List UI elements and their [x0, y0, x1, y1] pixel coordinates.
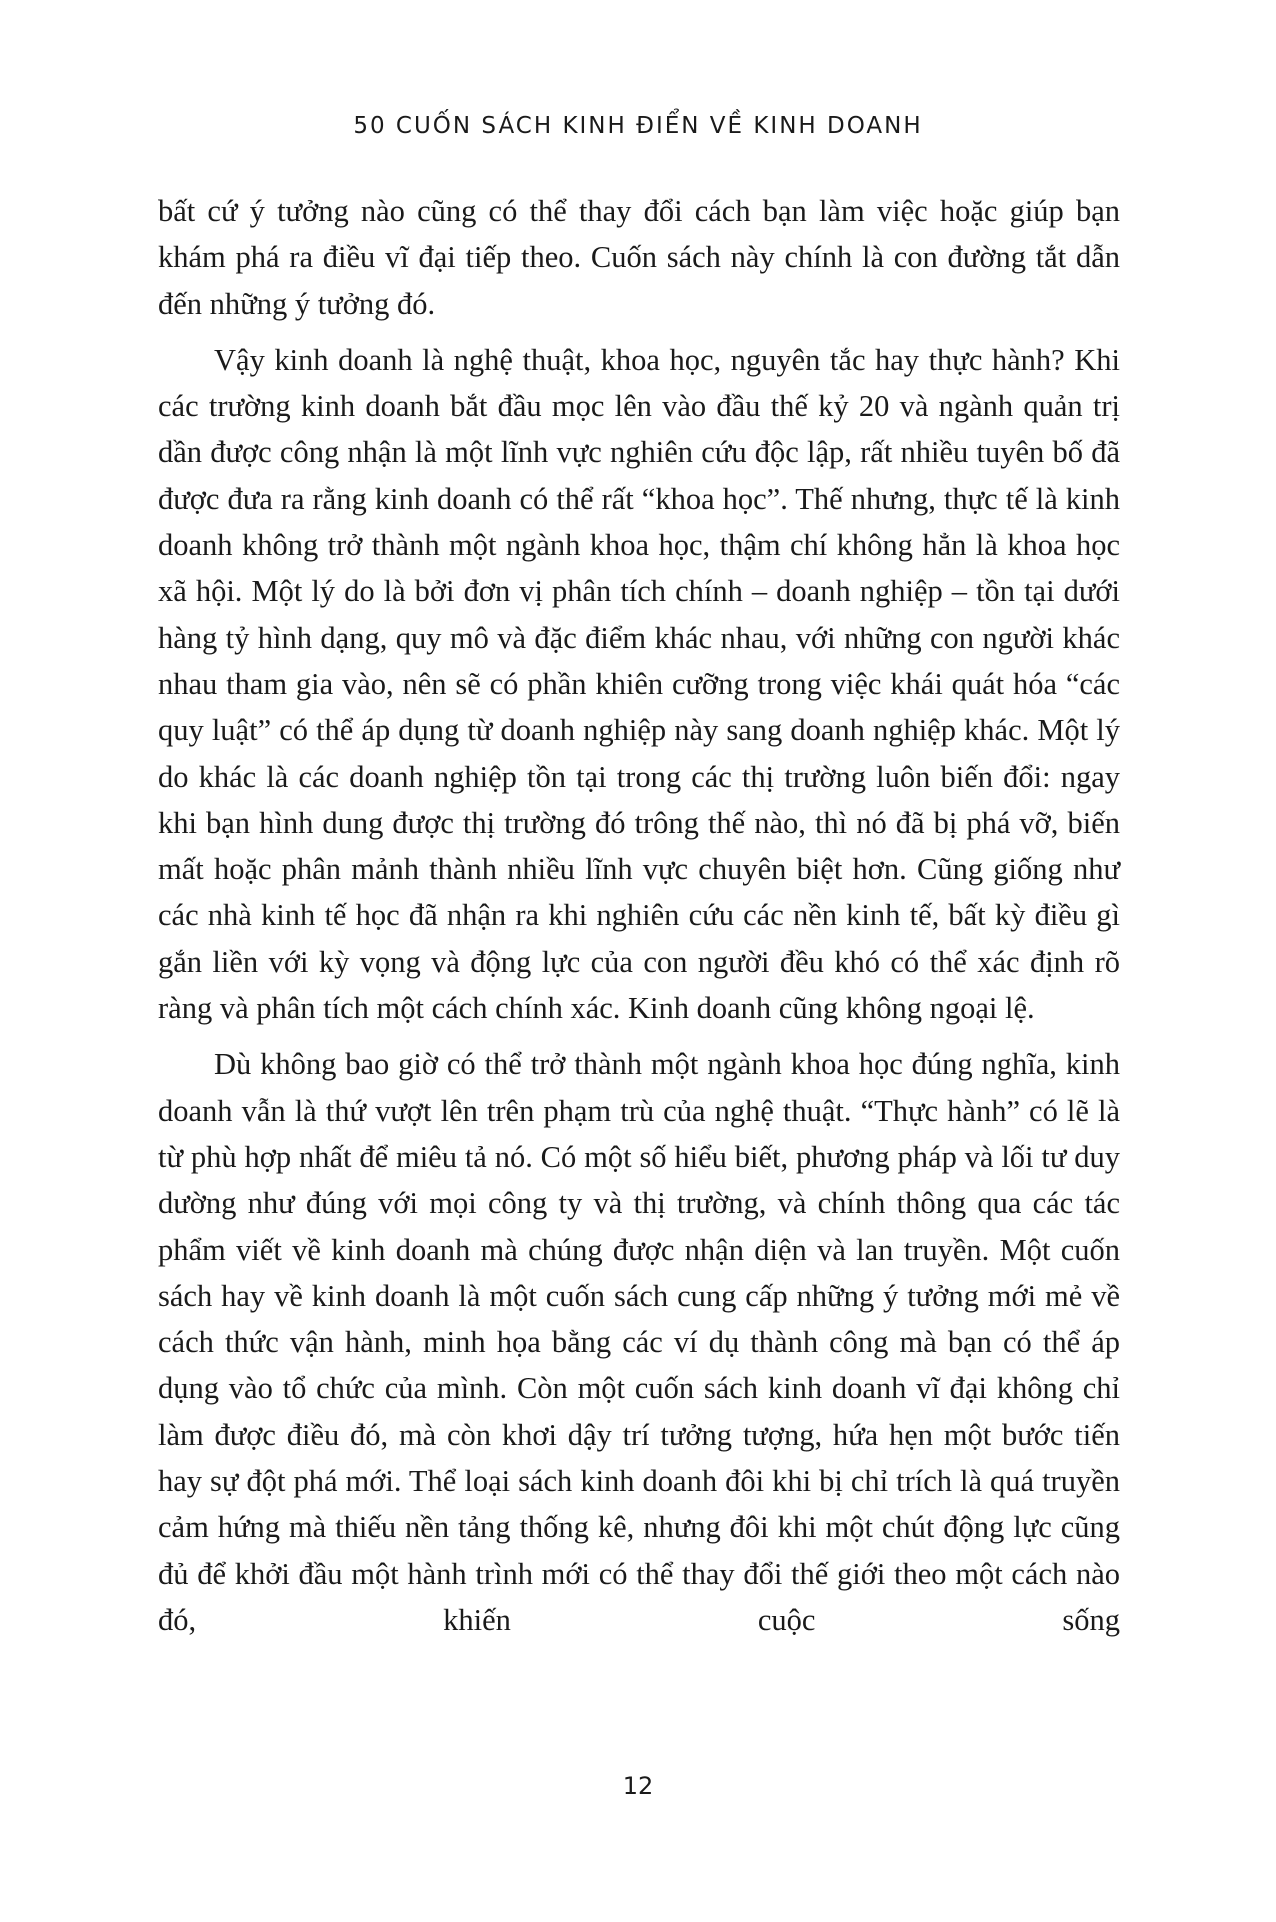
paragraph-3: Dù không bao giờ có thể trở thành một ngành khoa học đúng nghĩa, kinh doanh vẫn là thứ vượt lên trên phạm trù của nghệ thuật. “Thực hành” có lẽ là từ phù hợp nhất để miêu tả nó. Có một số hiểu biết, phương pháp và lối tư duy dường như đúng với mọi công ty và thị trường, và chính thông qua các tác phẩm viết về kinh doanh mà chúng được nhận diện và lan truyền. Một cuốn sách hay về kinh doanh là một cuốn sách cung cấp những ý tưởng mới mẻ về cách thức vận hành, minh họa bằng các ví dụ thành công mà bạn có thể áp dụng vào tổ chức của mình. Còn một cuốn sách kinh doanh vĩ đại không chỉ làm được điều đó, mà còn khơi dậy trí tưởng tượng, hứa hẹn một bước tiến hay sự đột phá mới. Thể loại sách kinh doanh đôi khi bị chỉ trích là quá truyền cảm hứng mà thiếu nền tảng thống kê, nhưng đôi khi một chút động lực cũng đủ để khởi đầu một hành trình mới có thể thay đổi thế giới theo một cách nào đó, khiến cuộc sống — [158, 1047, 1120, 1637]
page-number: 12 — [622, 1772, 654, 1800]
body-text — [158, 188, 1120, 1653]
paragraph-1: bất cứ ý tưởng nào cũng có thể thay đổi cách bạn làm việc hoặc giúp bạn khám phá ra điều vĩ đại tiếp theo. Cuốn sách này chính là con đường tắt dẫn đến những ý tưởng đó. — [158, 194, 1120, 321]
paragraph-2: Vậy kinh doanh là nghệ thuật, khoa học, nguyên tắc hay thực hành? Khi các trường kinh doanh bắt đầu mọc lên vào đầu thế kỷ 20 và ngành quản trị dần được công nhận là một lĩnh vực nghiên cứu độc lập, rất nhiều tuyên bố đã được đưa ra rằng kinh doanh có thể rất “khoa học”. Thế nhưng, thực tế là kinh doanh không trở thành một ngành khoa học, thậm chí không hẳn là khoa học xã hội. Một lý do là bởi đơn vị phân tích chính – doanh nghiệp – tồn tại dưới hàng tỷ hình dạng, quy mô và đặc điểm khác nhau, với những con người khác nhau tham gia vào, nên sẽ có phần khiên cưỡng trong việc khái quát hóa “các quy luật” có thể áp dụng từ doanh nghiệp này sang doanh nghiệp khác. Một lý do khác là các doanh nghiệp tồn tại trong các thị trường luôn biến đổi: ngay khi bạn hình dung được thị trường đó trông thế nào, thì nó đã bị phá vỡ, biến mất hoặc phân mảnh thành nhiều lĩnh vực chuyên biệt hơn. Cũng giống như các nhà kinh tế học đã nhận ra khi nghiên cứu các nền kinh tế, bất kỳ điều gì gắn liền với kỳ vọng và động lực của con người đều khó có thể xác định rõ ràng và phân tích một cách chính xác. Kinh doanh cũng không ngoại lệ. — [158, 342, 1120, 1026]
running-header-title: 50 CUỐN SÁCH KINH ĐIỂN VỀ KINH DOANH — [353, 113, 923, 139]
